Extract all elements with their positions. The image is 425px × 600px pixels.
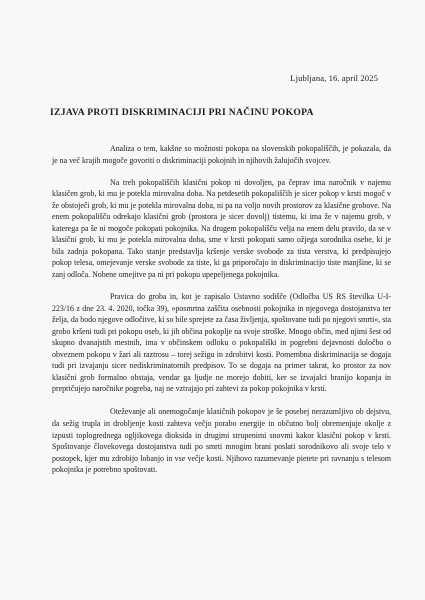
paragraph-intro: Analiza o tem, kakšne so možnosti pokopa na slovenskih pokopališčih, je pokazala, da je na več krajih mogoče govoriti o diskriminaciji pokojnih in njihovih žalujočih svojcev. <box>52 144 391 165</box>
document-date: Ljubljana, 16. april 2025 <box>290 73 378 83</box>
document-title: IZJAVA PROTI DISKRIMINACIJI PRI NAČINU POKOPA <box>50 107 314 118</box>
paragraph-restrictions: Na treh pokopališčih klasični pokop ni dovoljen, pa čeprav ima naročnik v najemu klasičen grob, ki mu je potekla mirovalna doba. Na petdesetih pokopališčih je sicer pokop v krsti mogoč v že obstoječi grob, ki mu je potekla mirovalna doba, ni pa na voljo novih prostorov za klasične grobove. Na enem pokopališču odrekajo klasični grob (prostora je sicer dovolj) tistemu, ki ima že v najemu grob, v katerega pa še ni mogoče pokopati pokojnika. Na drugem pokopališču velja na enem delu pravilo, da se v klasični grob, ki mu je potekla mirovalna doba, sme v krsti pokopati samo ožjega sorodnika osebe, ki je bila zadnja pokopana. Tako stanje predstavlja kršenje verske svobode za tista verstva, ki predpisujejo pokop telesa, omejevanje verske svobode za tiste, ki ga priporočajo in diskriminacijo tiste manjšine, ki se zanj odloča. Nobene omejitve pa ni pri pokopu upepeljenega pokojnika. <box>52 177 391 279</box>
document-body <box>52 143 391 486</box>
paragraph-rights: Pravica do groba in, kot je zapisalo Ustavno sodišče (Odločba US RS številka U-I-223/16 z dne 23. 4. 2020, točka 39), »posmrtna zaščita osebnosti pokojnika in njegovega dostojanstva ter želja, da bodo njegove odločitve, ki so bile sprejete za časa življenja, spoštovane tudi po njegovi smrti«, sta grobo kršeni tudi pri pokopu oseb, ki jih občina pokoplje na svoje stroške. Mnogo občin, med njimi šest od skupno dvanajstih mestnih, ima v občinskem odloku o pokopališki in pogrebni dejavnosti določbo o obveznem pokopu v žari ali raztrosu – torej sežigu in zdrobitvi kosti. Pomembna diskriminacija se dogaja tudi pri izvajanju sicer nediskriminatornih predpisov. To se dogaja na primer takrat, ko prostor za nov klasični grob formalno obstaja, vendar ga ljudje ne morejo dobiti, ker se izvajalci branijo kopanja in prepričujejo naročnike pogreba, naj ne vztrajajo pri zahtevi za pokop pokojnika v krsti. <box>52 292 391 394</box>
paragraph-environment: Oteževanje ali onemogočanje klasičnih pokopov je še posebej nerazumljivo ob dejstvu, da sežig trupla in drobljenje kosti zahteva večjo porabo energije in občutno bolj obremenjuje okolje z izpusti toplogrednega ogljikovega dioksida in drugimi strupenimi snovmi kakor klasični pokop v krsti. Spoštovanje človekovega dostojanstva tudi po smrti mnogim brani poslati sorodnikovo ali svoje telo v postopek, kjer mu zdrobijo lobanjo in vse večje kosti. Njihovo razumevanje pietete pri ravnanju s telesom pokojnika je potrebno spoštovati. <box>52 407 391 475</box>
